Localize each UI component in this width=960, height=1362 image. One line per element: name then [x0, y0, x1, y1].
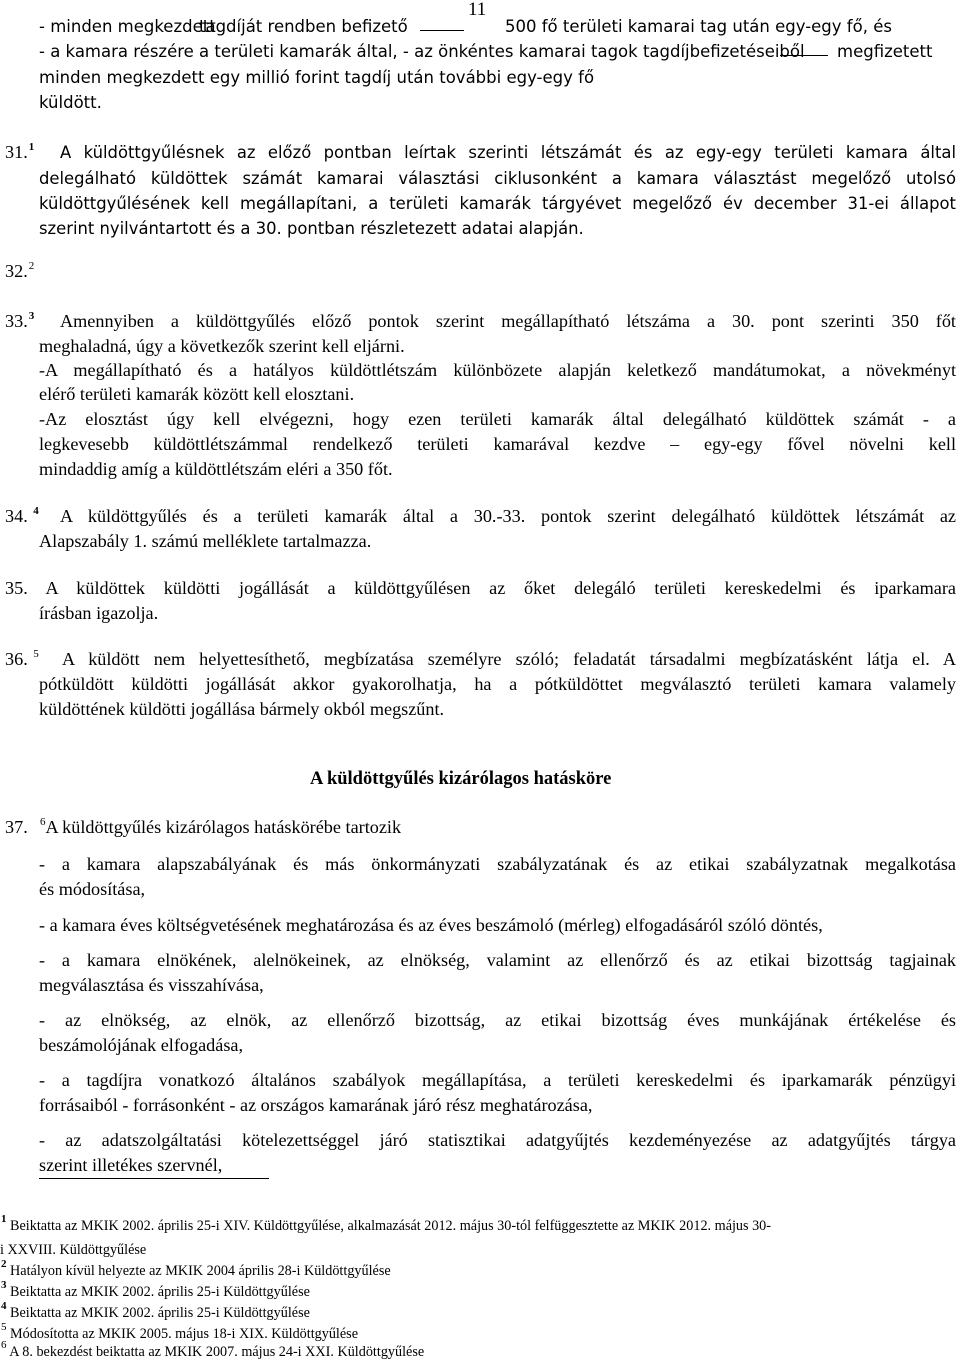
list-item-6-line-1: - az adatszolgáltatási kötelezettséggel járó statisztikai adatgyűjtés kezdeményezése az adatgyűjtés tárgya: [39, 1130, 956, 1150]
footnote-4: [0, 1300, 310, 1323]
section-33-sub1-line-1: -A megállapítható és a hatályos küldöttlétszám különbözete alapján keletkező mandátumokat, a növekményt: [39, 360, 956, 380]
section-33-line-2: meghaladná, úgy a következők szerint kell eljárni.: [39, 336, 405, 356]
intro-line-4: küldött.: [39, 93, 102, 112]
footnote-ref-5: 5: [33, 648, 39, 660]
footnote-ref-1: 1: [28, 141, 35, 153]
list-item-4-line-2: beszámolójának elfogadása,: [39, 1035, 244, 1055]
list-item-5-line-1: - a tagdíjra vonatkozó általános szabályok megállapítása, a területi kereskedelmi és iparkamarák pénzügyi: [39, 1070, 956, 1090]
list-item-3-line-2: megválasztása és visszahívása,: [39, 975, 264, 995]
section-31-line-2: delegálható küldöttek számát kamarai választási ciklusonként a kamara választást megelőző utolsó: [39, 169, 956, 188]
intro-dash-2: [780, 55, 828, 56]
section-37-number: [5, 814, 28, 840]
footnote-3-line-1: Beiktatta az MKIK 2002. április 25-i Küldöttgyűlése: [10, 1284, 310, 1300]
list-item-5-line-2: forrásaiból - forrásonként - az országos kamarának járó rész meghatározása,: [39, 1095, 593, 1115]
list-item-3-line-1: - a kamara elnökének, alelnökeinek, az elnökség, valamint az ellenőrző és az etikai bizottság tagjainak: [39, 950, 956, 970]
footnote-1-number: 1: [1, 1213, 7, 1225]
section-31-line-3: küldöttgyűlésének kell megállapítani, a területi kamarák tárgyévet megelőző év december 31-ei állapot: [39, 194, 956, 213]
section-31-line-1: A küldöttgyűlésnek az előző pontban leírtak szerinti létszámát és az egy-egy területi kamara által: [60, 143, 956, 162]
list-item-6-line-2: szerint illetékes szervnél,: [39, 1155, 223, 1175]
footnote-ref-6: 6: [40, 816, 46, 828]
footnote-2-number: 2: [1, 1258, 7, 1270]
section-31-number: [5, 139, 34, 168]
section-33-line-1: Amennyiben a küldöttgyűlés előző pontok szerint megállapítható létszáma a 30. pont szerinti 350 főt: [60, 311, 956, 331]
section-31-line-4: szerint nyilvántartott és a 30. pontban részletezett adatai alapján.: [39, 219, 584, 238]
footnote-6-line-1: A 8. bekezdést beiktatta az MKIK 2007. május 24-i XXI. Küldöttgyűlése: [9, 1344, 425, 1360]
footnote-6-number: 6: [1, 1339, 7, 1351]
section-34-line-1: A küldöttgyűlés és a területi kamarák által a 30.-33. pontok szerint delegálható küldöttek létszámát az: [60, 506, 956, 526]
footnote-5-line-1: Módosította az MKIK 2005. május 18-i XIX. Küldöttgyűlése: [10, 1326, 358, 1342]
footnote-separator: [39, 1178, 269, 1179]
section-32-num: 32.: [5, 261, 28, 281]
footnote-3: [0, 1279, 310, 1302]
footnote-5: [0, 1321, 358, 1344]
section-34-num: 34.: [5, 506, 28, 526]
section-32-number: [5, 258, 34, 287]
footnote-1-line-1: Beiktatta az MKIK 2002. április 25-i XIV. Küldöttgyűlése, alkalmazását 2012. május 30-tól felfüggesztette az MKIK 2012. május 30-: [10, 1218, 772, 1234]
list-item-1-line-2: és módosítása,: [39, 879, 146, 899]
section-33-sub1-line-2: elérő területi kamarák között kell elosztani.: [39, 384, 355, 404]
section-33-number: [5, 308, 34, 337]
section-36-line-1: A küldött nem helyettesíthető, megbízatása személyre szóló; feladatát társadalmi megbízatásként látja el. A: [62, 649, 956, 669]
section-34-line-2: Alapszabály 1. számú melléklete tartalmazza.: [39, 531, 372, 551]
list-item-4-line-1: - az elnökség, az elnök, az ellenőrző bizottság, az etikai bizottság éves munkájának értékelése és: [39, 1010, 956, 1030]
footnote-4-line-1: Beiktatta az MKIK 2002. április 25-i Küldöttgyűlése: [10, 1305, 310, 1321]
section-37-text: A küldöttgyűlés kizárólagos hatáskörébe tartozik: [45, 817, 402, 837]
section-36-number: [5, 646, 39, 675]
intro-line-1: [39, 17, 216, 37]
section-36-num: 36.: [5, 649, 28, 669]
section-34-number: [5, 503, 39, 532]
intro-line-1-a: - minden megkezdett: [39, 17, 216, 36]
section-36-line-3: küldöttének küldötti jogállása bármely okból megszűnt.: [39, 699, 445, 719]
footnote-1-line-2: i XXVIII. Küldöttgyűlése: [0, 1242, 147, 1258]
footnote-5-number: 5: [1, 1321, 7, 1333]
page-number: 11: [468, 0, 487, 20]
section-35-line-1: 35. A küldöttek küldötti jogállását a küldöttgyűlésen az őket delegáló területi kereskedelmi és iparkamara: [5, 578, 956, 598]
section-33-sub2-line-1: -Az elosztást úgy kell elvégezni, hogy ezen területi kamarák által delegálható küldöttek számát - a: [39, 409, 956, 429]
footnote-6: [0, 1339, 425, 1362]
list-item-2-line-1: - a kamara éves költségvetésének meghatározása és az éves beszámoló (mérleg) elfogadásáról szóló döntés,: [39, 915, 823, 935]
section-heading: A küldöttgyűlés kizárólagos hatásköre: [310, 769, 612, 789]
section-37-num: 37.: [5, 817, 28, 837]
section-33-sub2-line-3: mindaddig amíg a küldöttlétszám eléri a 350 főt.: [39, 459, 393, 479]
intro-dash: [420, 30, 464, 31]
footnote-ref-4: 4: [33, 505, 39, 517]
intro-line-2: - a kamara részére a területi kamarák által, - az önkéntes kamarai tagok tagdíjbefizetéseiből: [39, 42, 805, 61]
intro-line-1-c: 500 fő területi kamarai tag után egy-egy fő, és: [505, 17, 892, 36]
list-item-1-line-1: - a kamara alapszabályának és más önkormányzati szabályzatának és az etikai szabályzatnak megalkotása: [39, 854, 956, 874]
footnote-ref-2: 2: [28, 260, 35, 272]
intro-line-2-end: megfizetett: [837, 42, 933, 61]
footnote-1: [0, 1213, 956, 1236]
section-33-num: 33.: [5, 311, 28, 331]
section-36-line-2: pótküldött küldötti jogállását akkor gyakorolhatja, ha a pótküldöttet megválasztó területi kamara valamely: [39, 674, 956, 694]
section-31-num: 31.: [5, 142, 28, 162]
intro-line-1-b: tagdíját rendben befizető: [199, 17, 408, 36]
section-33-sub2-line-2: legkevesebb küldöttlétszámmal rendelkező területi kamarával kezdve – egy-egy fővel növelni kell: [39, 434, 956, 454]
section-35-line-2: írásban igazolja.: [39, 603, 159, 623]
section-37-intro: [39, 814, 401, 843]
footnote-3-number: 3: [1, 1279, 7, 1291]
footnote-ref-3: 3: [28, 310, 35, 322]
footnote-2-line-1: Hatályon kívül helyezte az MKIK 2004 április 28-i Küldöttgyűlése: [10, 1263, 391, 1279]
intro-line-3: minden megkezdett egy millió forint tagdíj után további egy-egy fő: [39, 68, 595, 87]
footnote-2: [0, 1258, 391, 1281]
footnote-4-number: 4: [1, 1300, 7, 1312]
